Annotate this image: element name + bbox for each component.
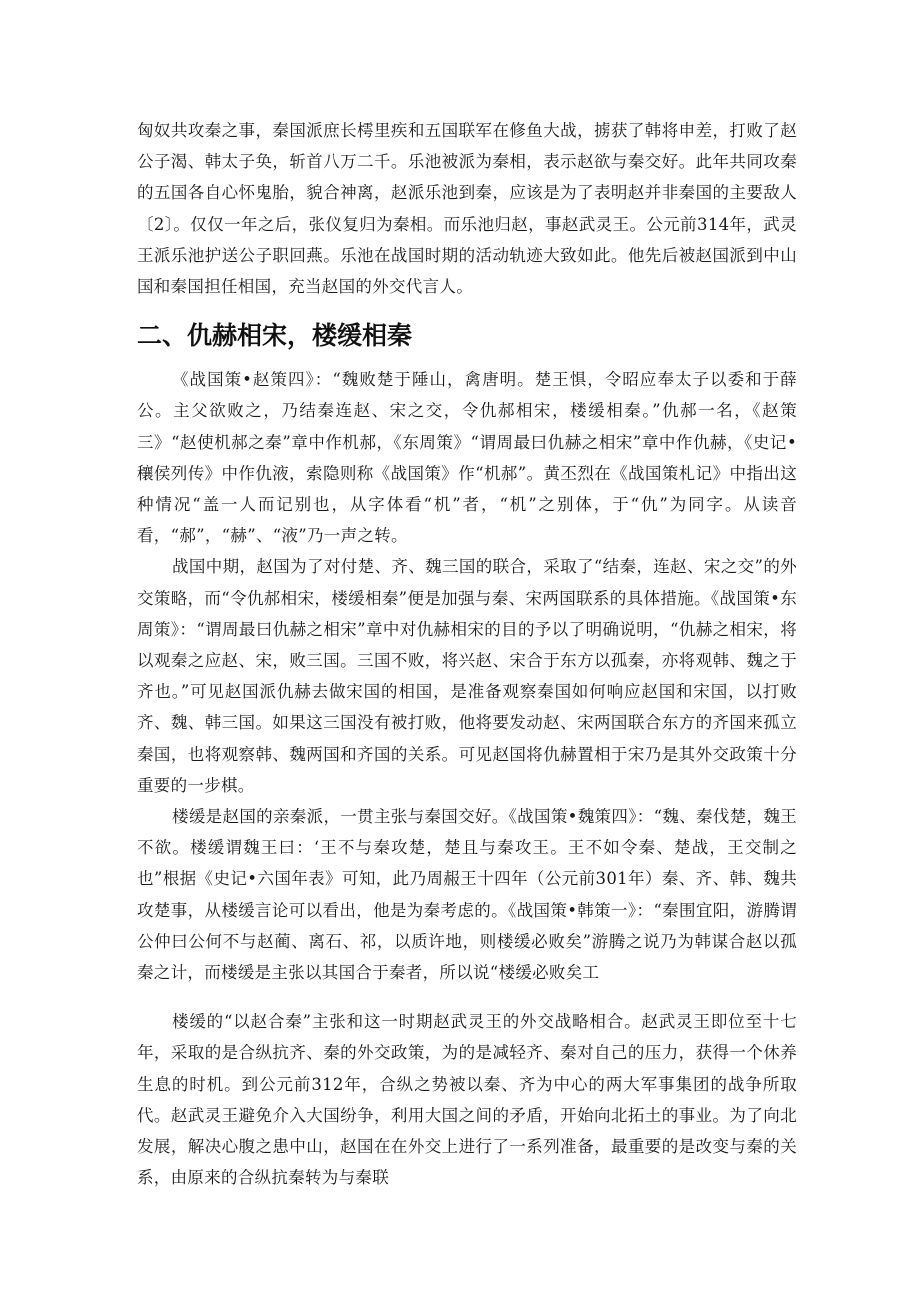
- paragraph-louhuan: 楼缓是赵国的亲秦派，一贯主张与秦国交好。《战国策•魏策四》：“魏、秦伐楚，魏王不欲。楼缓谓魏王曰：‘王不与秦攻楚，楚且与秦攻王。王不如令秦、楚战，王交制之也”根据《史记•六国年表》可知，此乃周赧王十四年（公元前301年）秦、齐、韩、魏共攻楚事，从楼缓言论可以看出，他是为秦考虑的。《战国策•韩策一》：“秦围宜阳，游腾谓公仲曰公何不与赵蔺、离石、祁，以质许地，则楼缓必败矣”游腾之说乃为韩谋合赵以孤秦之计，而楼缓是主张以其国合于秦者，所以说“楼缓必败矣工: [137, 807, 797, 983]
- paragraph-continued: 匈奴共攻秦之事，秦国派庶长樗里疾和五国联军在修鱼大战，掳获了韩将申差，打败了赵公子渴、韩太子奂，斩首八万二千。乐池被派为秦相，表示赵欲与秦交好。此年共同攻秦的五国各自心怀鬼胎，貌合神离，赵派乐池到秦，应该是为了表明赵并非秦国的主要敌人〔2〕。仅仅一年之后，张仪复归为秦相。而乐池归赵，事赵武灵王。公元前314年，武灵王派乐池护送公子职回燕。乐池在战国时期的活动轨迹大致如此。他先后被赵国派到中山国和秦国担任相国，充当赵国的外交代言人。: [137, 121, 797, 297]
- paragraph-yi-zhao-he-qin: 楼缓的“以赵合秦”主张和这一时期赵武灵王的外交战略相合。赵武灵王即位至十七年，采取的是合纵抗齐、秦的外交政策，为的是减轻齐、秦对自己的压力，获得一个休养生息的时机。到公元前312年，合纵之势被以秦、齐为中心的两大军事集团的战争所取代。赵武灵王避免介入大国纷争，利用大国之间的矛盾，开始向北拓土的事业。为了向北发展，解决心腹之患中山，赵国在在外交上进行了一系列准备，最重要的是改变与秦的关系，由原来的合纵抗秦转为与秦联: [137, 1012, 797, 1188]
- paragraph-zhanguoce-zhaoce: 《战国策•赵策四》：“魏败楚于陲山，禽唐明。楚王惧，令昭应奉太子以委和于薛公。主父欲败之，乃结秦连赵、宋之交，令仇郝相宋，楼缓相秦。”仇郝一名，《赵策三》“赵使机郝之秦”章中作机郝，《东周策》“谓周最曰仇赫之相宋”章中作仇赫，《史记•穰侯列传》中作仇液，索隐则称《战国策》作“机郝”。黄丕烈在《战国策札记》中指出这种情况“盖一人而记别也，从字体看“机”者，“机”之别体，于“仇”为同字。从读音看，“郝”，“赫”、“液”乃一声之转。: [137, 370, 797, 546]
- document-page: [137, 115, 797, 1194]
- paragraph-zhao-diplomacy: 战国中期，赵国为了对付楚、齐、魏三国的联合，采取了“结秦，连赵、宋之交”的外交策略，而“令仇郝相宋，楼缓相秦”便是加强与秦、宋两国联系的具体措施。《战国策•东周策》：“谓周最曰仇赫之相宋”章中对仇赫相宋的目的予以了明确说明，“仇赫之相宋，将以观秦之应赵、宋，败三国。三国不败，将兴赵、宋合于东方以孤秦，亦将观韩、魏之于齐也。”可见赵国派仇赫去做宋国的相国，是准备观察秦国如何响应赵国和宋国，以打败齐、魏、韩三国。如果这三国没有被打败，他将要发动赵、宋两国联合东方的齐国来孤立秦国，也将观察韩、魏两国和齐国的关系。可见赵国将仇赫置相于宋乃是其外交政策十分重要的一步棋。: [137, 557, 797, 795]
- section-heading: 二、仇赫相宋，楼缓相秦: [137, 321, 413, 351]
